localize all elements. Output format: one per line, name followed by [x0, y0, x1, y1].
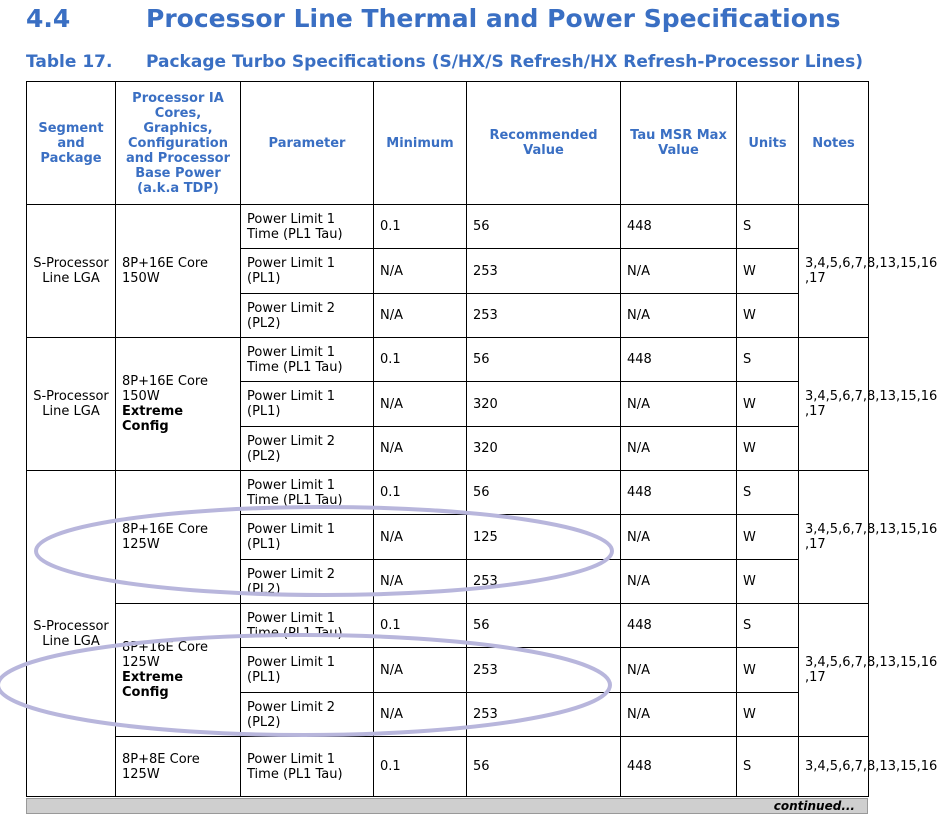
- tau-cell: N/A: [621, 648, 737, 693]
- turbo-spec-table: [26, 81, 937, 797]
- config-label: 8P+16E Core 150W: [122, 374, 208, 404]
- config-label: 8P+16E Core 125W: [122, 522, 208, 552]
- notes-cell: 3,4,5,6,7,8,13,15,16 ,17: [799, 604, 869, 737]
- units-cell: W: [737, 693, 799, 737]
- min-cell: N/A: [374, 249, 467, 294]
- param-cell: Power Limit 2 (PL2): [241, 560, 374, 604]
- param-cell: Power Limit 1 Time (PL1 Tau): [241, 338, 374, 382]
- param-cell: Power Limit 1 (PL1): [241, 648, 374, 693]
- rec-cell: 56: [467, 737, 621, 797]
- units-cell: W: [737, 382, 799, 427]
- rec-cell: 253: [467, 693, 621, 737]
- rec-cell: 253: [467, 294, 621, 338]
- rec-cell: 253: [467, 560, 621, 604]
- segment-cell: S-Processor Line LGA: [27, 338, 116, 471]
- rec-cell: 56: [467, 471, 621, 515]
- param-cell: Power Limit 1 (PL1): [241, 249, 374, 294]
- param-cell: Power Limit 2 (PL2): [241, 693, 374, 737]
- tau-cell: N/A: [621, 382, 737, 427]
- continued-bar: [26, 798, 868, 814]
- min-cell: N/A: [374, 427, 467, 471]
- tau-cell: N/A: [621, 427, 737, 471]
- config-label: 8P+8E Core 125W: [122, 751, 200, 782]
- tau-cell: N/A: [621, 560, 737, 604]
- header-row: [27, 82, 869, 205]
- rec-cell: 320: [467, 427, 621, 471]
- tau-cell: 448: [621, 737, 737, 797]
- table-number: Table 17.: [26, 52, 113, 72]
- units-cell: W: [737, 294, 799, 338]
- param-cell: Power Limit 1 (PL1): [241, 515, 374, 560]
- config-label: 8P+16E Core 125W: [122, 640, 208, 670]
- min-cell: N/A: [374, 294, 467, 338]
- min-cell: 0.1: [374, 205, 467, 249]
- min-cell: N/A: [374, 560, 467, 604]
- extreme-config-label: Extreme Config: [122, 404, 184, 434]
- param-cell: Power Limit 1 Time (PL1 Tau): [241, 471, 374, 515]
- segment-cell: S-Processor Line LGA: [27, 471, 116, 797]
- units-cell: W: [737, 249, 799, 294]
- table-row: [27, 471, 869, 515]
- min-cell: N/A: [374, 693, 467, 737]
- param-cell: Power Limit 1 Time (PL1 Tau): [241, 737, 374, 797]
- min-cell: 0.1: [374, 604, 467, 648]
- rec-cell: 253: [467, 648, 621, 693]
- header-segment: Segment and Package: [27, 82, 116, 205]
- header-minimum: Minimum: [374, 82, 467, 205]
- units-cell: W: [737, 648, 799, 693]
- rec-cell: 125: [467, 515, 621, 560]
- rec-cell: 56: [467, 338, 621, 382]
- table-title: Package Turbo Specifications (S/HX/S Refresh/HX Refresh-Processor Lines): [146, 52, 863, 72]
- header-units: Units: [737, 82, 799, 205]
- config-cell: [116, 205, 241, 338]
- min-cell: 0.1: [374, 471, 467, 515]
- param-cell: Power Limit 1 Time (PL1 Tau): [241, 205, 374, 249]
- notes-cell: 3,4,5,6,7,8,13,15,16 ,17: [799, 338, 869, 471]
- config-cell: [116, 471, 241, 604]
- table-row: [27, 737, 869, 797]
- tau-cell: N/A: [621, 693, 737, 737]
- notes-cell: 3,4,5,6,7,8,13,15,16 ,17: [799, 471, 869, 604]
- min-cell: 0.1: [374, 338, 467, 382]
- segment-cell: S-Processor Line LGA: [27, 205, 116, 338]
- config-cell: [116, 604, 241, 737]
- section-title: Processor Line Thermal and Power Specifications: [146, 4, 841, 33]
- config-label: 8P+16E Core 150W: [122, 256, 208, 286]
- table-row: [27, 338, 869, 382]
- table-row: [27, 205, 869, 249]
- table-row: [27, 604, 869, 648]
- units-cell: S: [737, 737, 799, 797]
- min-cell: N/A: [374, 382, 467, 427]
- param-cell: Power Limit 1 (PL1): [241, 382, 374, 427]
- continued-label: continued...: [773, 799, 855, 813]
- rec-cell: 253: [467, 249, 621, 294]
- notes-cell: 3,4,5,6,7,8,13,15,16: [799, 737, 869, 797]
- rec-cell: 56: [467, 205, 621, 249]
- param-cell: Power Limit 2 (PL2): [241, 294, 374, 338]
- tau-cell: N/A: [621, 249, 737, 294]
- param-cell: Power Limit 2 (PL2): [241, 427, 374, 471]
- header-notes: Notes: [799, 82, 869, 205]
- extreme-config-label: Extreme Config: [122, 670, 184, 700]
- min-cell: 0.1: [374, 737, 467, 797]
- tau-cell: N/A: [621, 294, 737, 338]
- section-number: 4.4: [26, 4, 71, 33]
- units-cell: W: [737, 560, 799, 604]
- header-parameter: Parameter: [241, 82, 374, 205]
- min-cell: N/A: [374, 515, 467, 560]
- tau-cell: 448: [621, 205, 737, 249]
- config-cell: [116, 338, 241, 471]
- units-cell: S: [737, 205, 799, 249]
- param-cell: Power Limit 1 Time (PL1 Tau): [241, 604, 374, 648]
- header-config: Processor IA Cores, Graphics, Configuration and Processor Base Power (a.k.a TDP): [116, 82, 241, 205]
- tau-cell: 448: [621, 604, 737, 648]
- header-tau-max: Tau MSR Max Value: [621, 82, 737, 205]
- min-cell: N/A: [374, 648, 467, 693]
- notes-cell: 3,4,5,6,7,8,13,15,16 ,17: [799, 205, 869, 338]
- units-cell: S: [737, 338, 799, 382]
- tau-cell: N/A: [621, 515, 737, 560]
- tau-cell: 448: [621, 338, 737, 382]
- rec-cell: 320: [467, 382, 621, 427]
- units-cell: S: [737, 604, 799, 648]
- tau-cell: 448: [621, 471, 737, 515]
- rec-cell: 56: [467, 604, 621, 648]
- config-cell: [116, 737, 241, 797]
- units-cell: W: [737, 515, 799, 560]
- header-recommended: Recommended Value: [467, 82, 621, 205]
- units-cell: W: [737, 427, 799, 471]
- units-cell: S: [737, 471, 799, 515]
